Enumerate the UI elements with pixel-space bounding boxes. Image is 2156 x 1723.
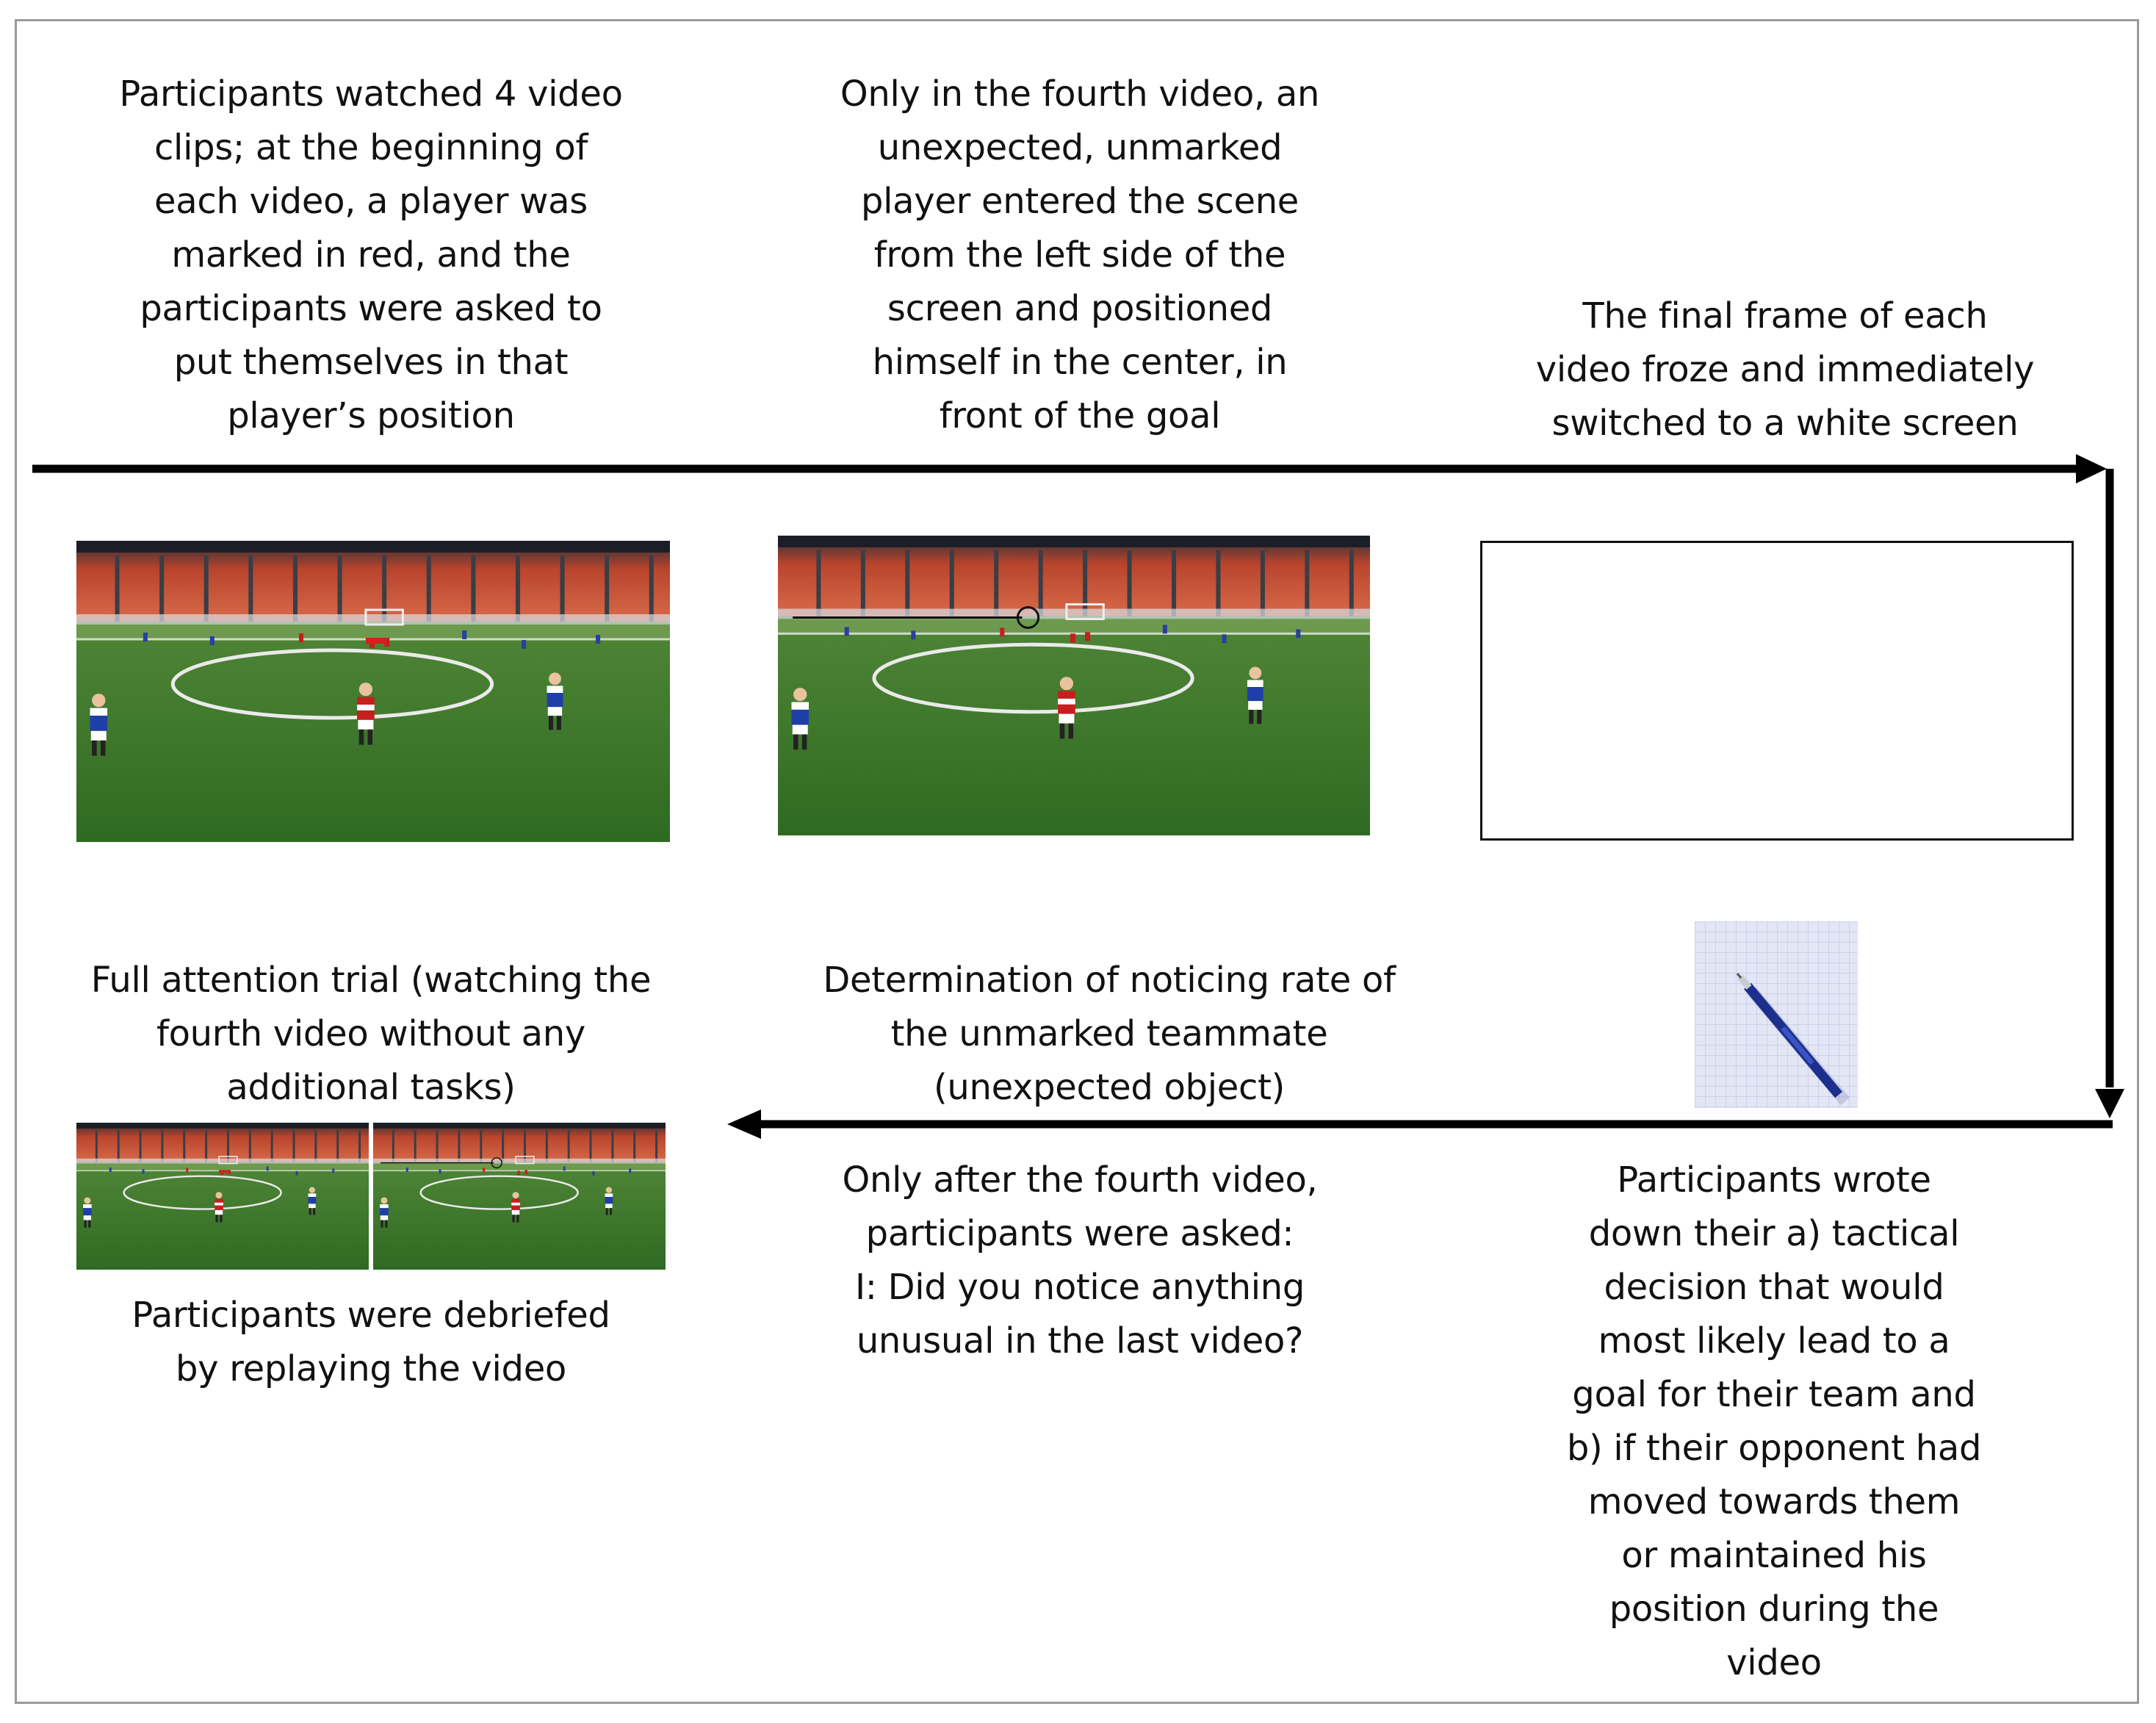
step6-full-attention: Full attention trial (watching the fourth video without any additional tasks) [90,960,652,1108]
replay-frame-left [76,1123,369,1270]
step2-description: Only in the fourth video, an unexpected, unmarked player entered the scene from the left side of the screen and positioned himself in the center, in front of the goal [840,73,1320,436]
pen-and-paper-image [1695,921,1858,1108]
step4-description: Participants wrote down their a) tactical decision that would most likely lead to a goal for their team and b) if their opponent had moved towards them or maintained his position during the video [1566,1159,1982,1683]
top-arrowhead [2076,454,2107,483]
video-frame-marked-player [76,541,670,842]
replay-frame-right [373,1123,666,1270]
right-arrowhead [2095,1089,2124,1118]
video-frame-unexpected-player [778,536,1370,835]
step5-noticing-rate: Determination of noticing rate of the unmarked teammate (unexpected object) [823,960,1396,1108]
step5-question: Only after the fourth video, participants were asked: I: Did you notice anything unusual in the last video? [842,1159,1318,1362]
step6-debrief: Participants were debriefed by replaying the video [131,1295,610,1389]
bottom-arrowhead [727,1109,761,1139]
pen-icon [1695,921,1858,1108]
white-screen [1480,541,2074,841]
step1-description: Participants watched 4 video clips; at the beginning of each video, a player was marked in red, and the participants were asked to put themselves in that player’s position [119,73,623,436]
step3-description: The final frame of each video froze and immediately switched to a white screen [1535,295,2035,444]
